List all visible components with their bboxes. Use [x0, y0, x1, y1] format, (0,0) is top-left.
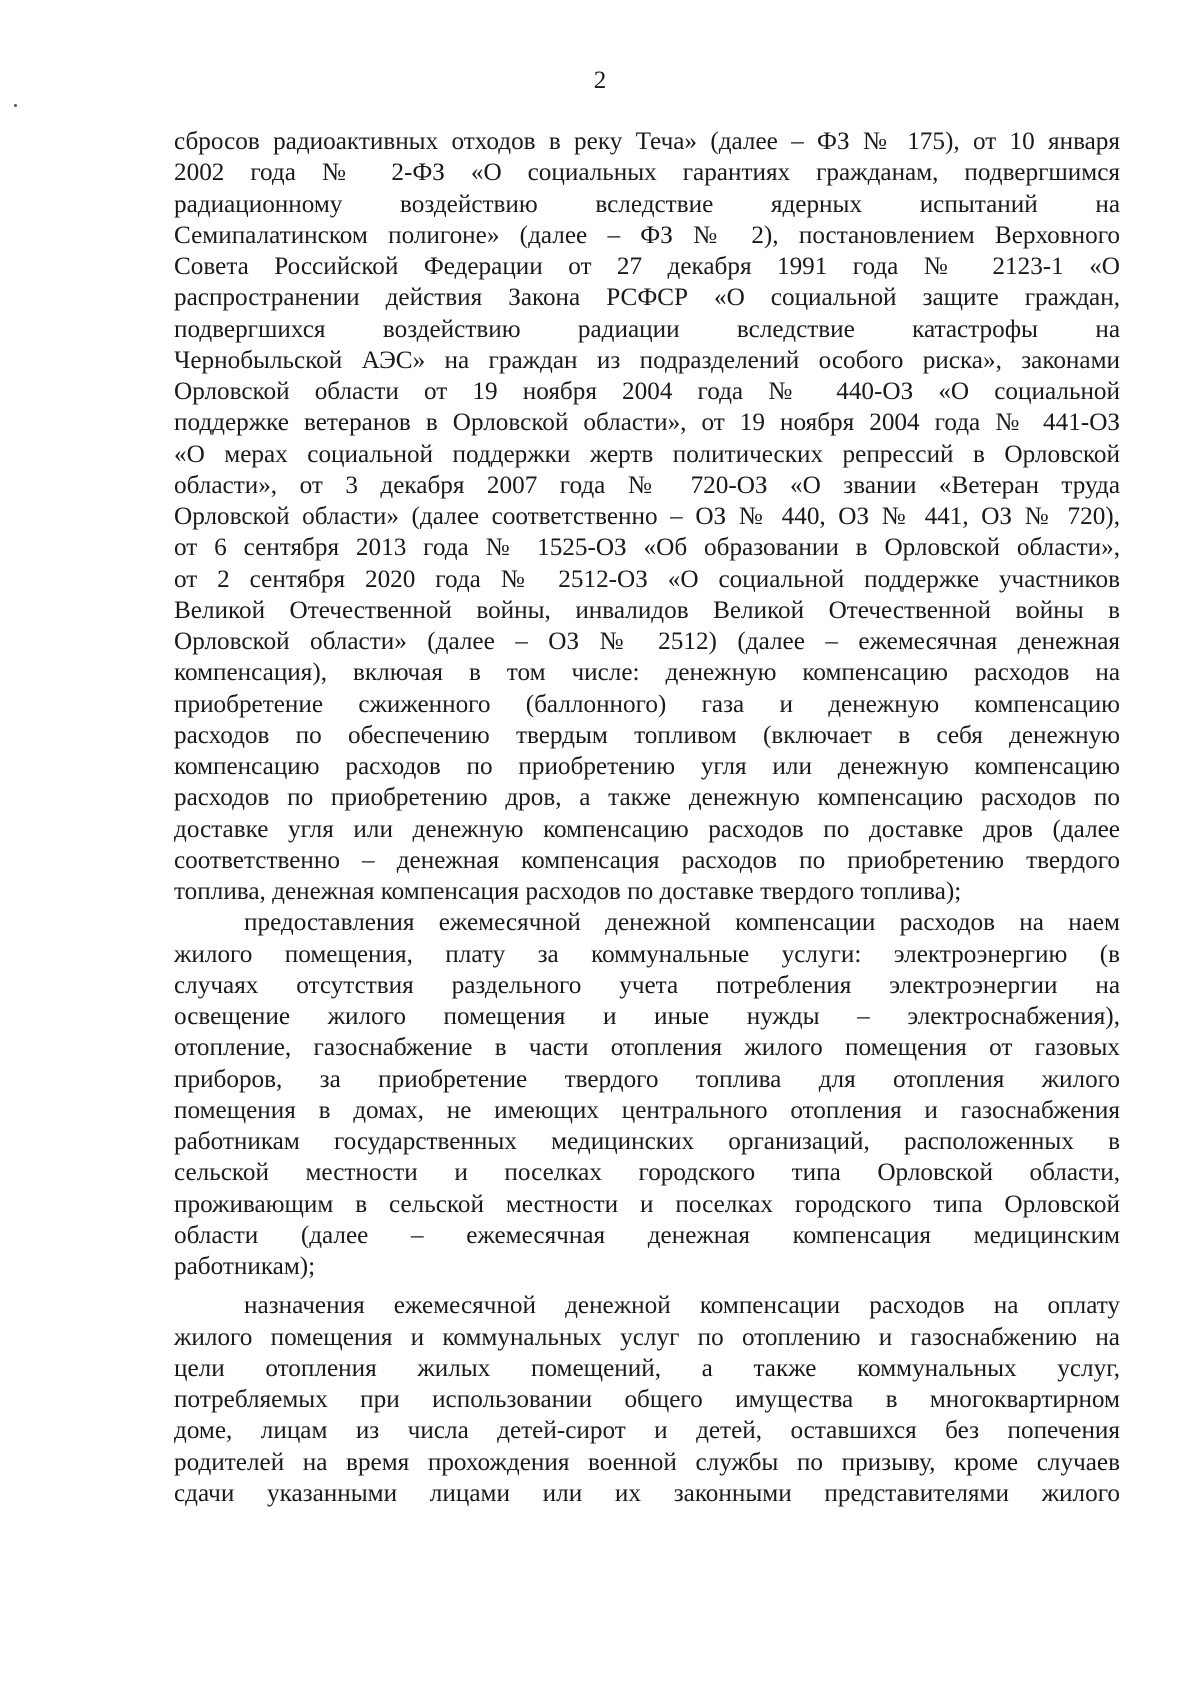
- text-line: топлива, денежная компенсация расходов по доставке твердого топлива);: [174, 878, 962, 905]
- text-line: поддержке ветеранов в Орловской области», от 19 ноября 2004 года № 441-ОЗ: [174, 409, 1120, 437]
- text-line: жилого помещения и коммунальных услуг по отоплению и газоснабжению на: [174, 1323, 1120, 1351]
- text-line: от 2 сентября 2020 года № 2512-ОЗ «О социальной поддержке участников: [174, 565, 1120, 593]
- text-line: сельской местности и поселках городского типа Орловской области,: [174, 1159, 1120, 1187]
- text-line: Совета Российской Федерации от 27 декабря 1991 года № 2123-1 «О: [174, 253, 1120, 280]
- text-line: Чернобыльской АЭС» на граждан из подразделений особого риска», законами: [174, 346, 1120, 374]
- text-line: компенсацию расходов по приобретению угля или денежную компенсацию: [174, 753, 1120, 780]
- text-line: области (далее – ежемесячная денежная компенсация медицинским: [174, 1221, 1120, 1249]
- text-line: назначения ежемесячной денежной компенсации расходов на оплату: [244, 1292, 1120, 1320]
- text-line: сдачи указанными лицами или их законными представителями жилого: [174, 1479, 1120, 1507]
- paragraph-continuation: [174, 126, 1120, 907]
- text-line: проживающим в сельской местности и поселках городского типа Орловской: [174, 1190, 1120, 1218]
- text-line: соответственно – денежная компенсация расходов по приобретению твердого: [174, 846, 1120, 874]
- text-line: Орловской области от 19 ноября 2004 года № 440-ОЗ «О социальной: [174, 378, 1120, 405]
- text-line: сбросов радиоактивных отходов в реку Теча» (далее – ФЗ № 175), от 10 января: [174, 128, 1120, 155]
- text-line: Орловской области» (далее соответственно – ОЗ № 440, ОЗ № 441, ОЗ № 720),: [174, 503, 1120, 530]
- text-line: цели отопления жилых помещений, а также коммунальных услуг,: [174, 1354, 1120, 1382]
- scan-speck: [14, 104, 17, 107]
- text-line: радиационному воздействию вследствие ядерных испытаний на: [174, 190, 1120, 218]
- text-line: помещения в домах, не имеющих центрального отопления и газоснабжения: [174, 1096, 1120, 1124]
- paragraph-medical-workers: [174, 907, 1120, 1282]
- text-line: от 6 сентября 2013 года № 1525-ОЗ «Об образовании в Орловской области»,: [174, 534, 1120, 562]
- text-line: приобретение сжиженного (баллонного) газа и денежную компенсацию: [174, 690, 1120, 718]
- paragraph-orphans: [174, 1290, 1120, 1509]
- text-line: расходов по обеспечению твердым топливом (включает в себя денежную: [174, 721, 1120, 749]
- text-line: освещение жилого помещения и иные нужды – электроснабжения),: [174, 1003, 1120, 1030]
- text-line: работникам);: [174, 1253, 316, 1280]
- document-body: [174, 126, 1120, 1509]
- paragraph-gap: [174, 1282, 1120, 1290]
- text-line: отопление, газоснабжение в части отопления жилого помещения от газовых: [174, 1034, 1120, 1062]
- text-line: доставке угля или денежную компенсацию расходов по доставке дров (далее: [174, 815, 1120, 843]
- text-line: Орловской области» (далее – ОЗ № 2512) (далее – ежемесячная денежная: [174, 628, 1120, 655]
- text-line: предоставления ежемесячной денежной компенсации расходов на наем: [244, 909, 1120, 937]
- text-line: Семипалатинском полигоне» (далее – ФЗ № 2), постановлением Верховного: [174, 221, 1120, 249]
- text-line: 2002 года № 2-ФЗ «О социальных гарантиях гражданам, подвергшимся: [174, 159, 1120, 187]
- text-line: жилого помещения, плату за коммунальные услуги: электроэнергию (в: [174, 940, 1120, 968]
- text-line: распространении действия Закона РСФСР «О социальной защите граждан,: [174, 284, 1120, 312]
- text-line: компенсация), включая в том числе: денежную компенсацию расходов на: [174, 659, 1120, 687]
- text-line: Великой Отечественной войны, инвалидов Великой Отечественной войны в: [174, 596, 1120, 624]
- text-line: потребляемых при использовании общего имущества в многоквартирном: [174, 1386, 1120, 1413]
- page-number: 2: [593, 67, 607, 94]
- text-line: подвергшихся воздействию радиации вследствие катастрофы на: [174, 315, 1120, 343]
- text-line: доме, лицам из числа детей-сирот и детей, оставшихся без попечения: [174, 1417, 1120, 1445]
- text-line: случаях отсутствия раздельного учета потребления электроэнергии на: [174, 971, 1120, 999]
- text-line: области», от 3 декабря 2007 года № 720-ОЗ «О звании «Ветеран труда: [174, 471, 1120, 499]
- text-line: приборов, за приобретение твердого топлива для отопления жилого: [174, 1065, 1120, 1093]
- text-line: родителей на время прохождения военной службы по призыву, кроме случаев: [174, 1448, 1120, 1476]
- text-line: «О мерах социальной поддержки жертв политических репрессий в Орловской: [174, 440, 1120, 468]
- text-line: расходов по приобретению дров, а также денежную компенсацию расходов по: [174, 784, 1120, 812]
- text-line: работникам государственных медицинских организаций, расположенных в: [174, 1128, 1120, 1155]
